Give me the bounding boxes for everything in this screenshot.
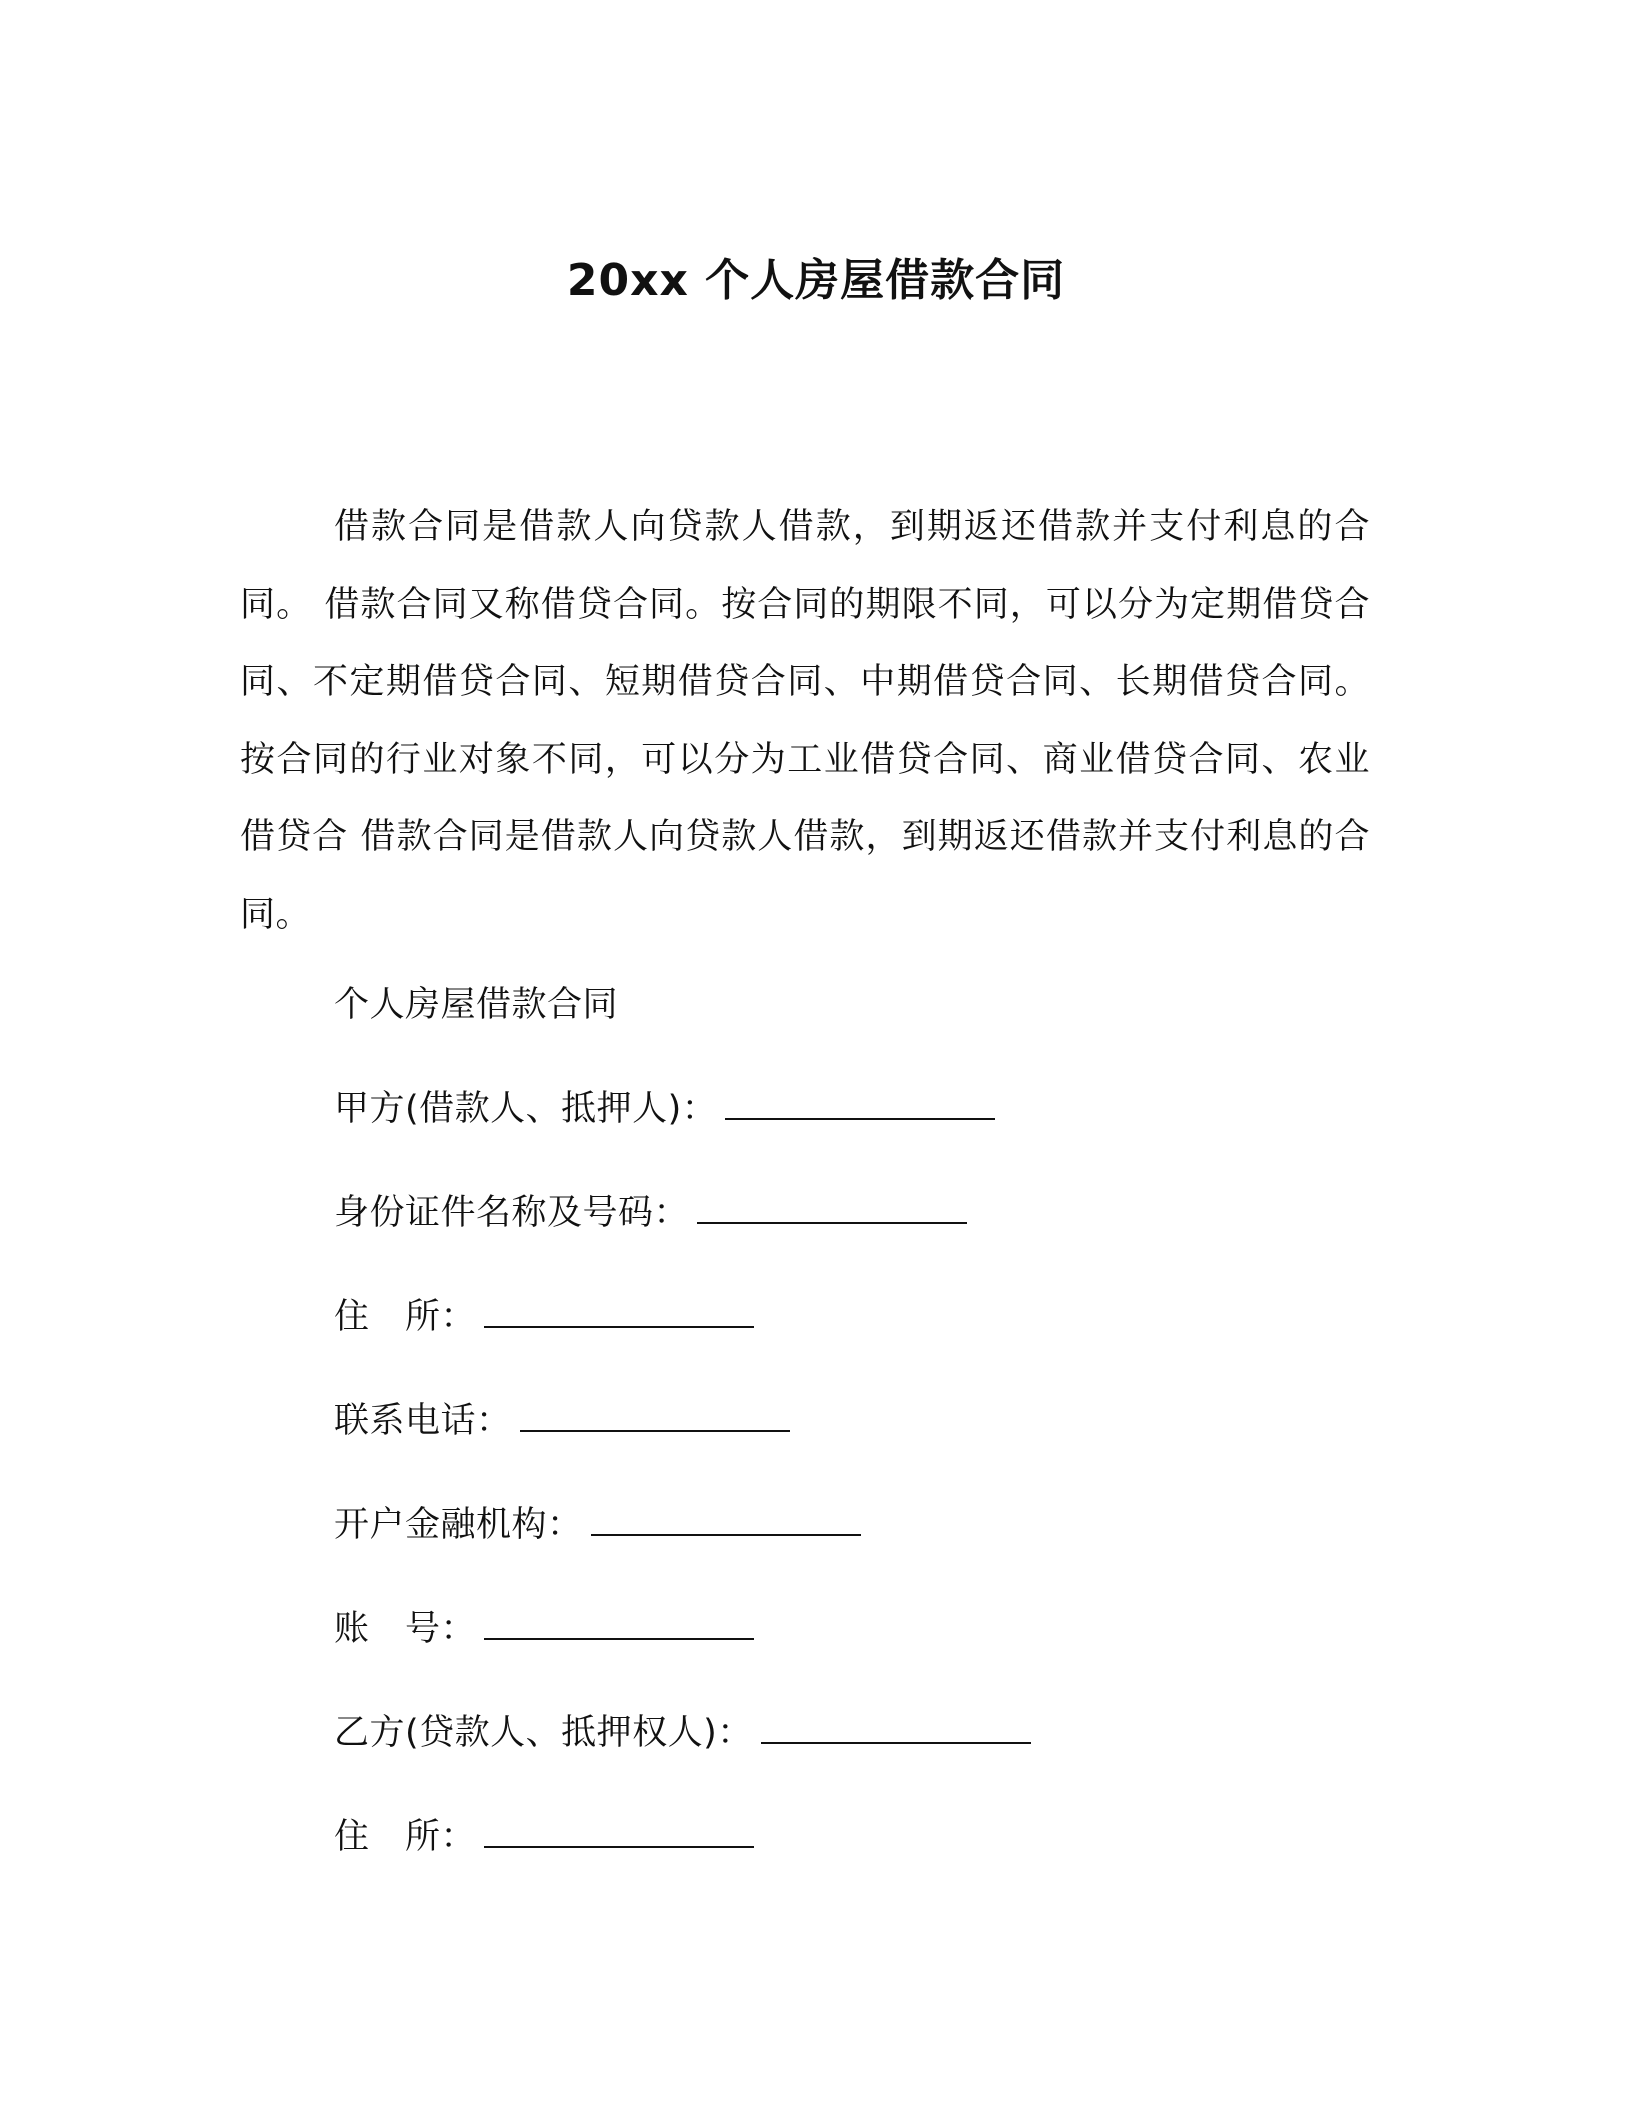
- document-title: 20xx 个人房屋借款合同: [566, 255, 1066, 307]
- field-account: [334, 1599, 1434, 1703]
- field-label: 个人房屋借款合同: [334, 985, 619, 1025]
- field-address-a: [334, 1287, 1434, 1391]
- field-label: 住 所：: [334, 1297, 477, 1337]
- contract-heading: [334, 975, 1434, 1079]
- fill-in-blank: [484, 1602, 754, 1640]
- field-label: 账 号：: [334, 1609, 477, 1649]
- fill-in-blank: [520, 1394, 790, 1432]
- intro-paragraph: 借款合同是借款人向贷款人借款，到期返还借款并支付利息的合同。 借款合同又称借贷合同。按合同的期限不同，可以分为定期借贷合同、不定期借贷合同、短期借贷合同、中期借贷合同、长期借贷合同。按合同的行业对象不同，可以分为工业借贷合同、商业借贷合同、农业借贷合 借款合同是借款人向贷款人借款，到期返还借款并支付利息的合同。: [240, 507, 1370, 935]
- fill-in-blank: [697, 1186, 967, 1224]
- field-label: 联系电话：: [334, 1401, 512, 1441]
- fill-in-blank: [725, 1082, 995, 1120]
- field-label: 住 所：: [334, 1817, 477, 1857]
- field-party-b: [334, 1703, 1434, 1807]
- field-party-a: [334, 1079, 1434, 1183]
- field-id-document: [334, 1183, 1434, 1287]
- field-address-b: [334, 1807, 1434, 1911]
- field-label: 甲方(借款人、抵押人)：: [334, 1089, 718, 1129]
- field-bank: [334, 1495, 1434, 1599]
- contract-fields: [334, 975, 1434, 1911]
- fill-in-blank: [591, 1498, 861, 1536]
- field-phone: [334, 1391, 1434, 1495]
- field-label: 身份证件名称及号码：: [334, 1193, 690, 1233]
- fill-in-blank: [484, 1810, 754, 1848]
- field-label: 开户金融机构：: [334, 1505, 583, 1545]
- field-label: 乙方(贷款人、抵押权人)：: [334, 1713, 753, 1753]
- fill-in-blank: [484, 1290, 754, 1328]
- fill-in-blank: [761, 1706, 1031, 1744]
